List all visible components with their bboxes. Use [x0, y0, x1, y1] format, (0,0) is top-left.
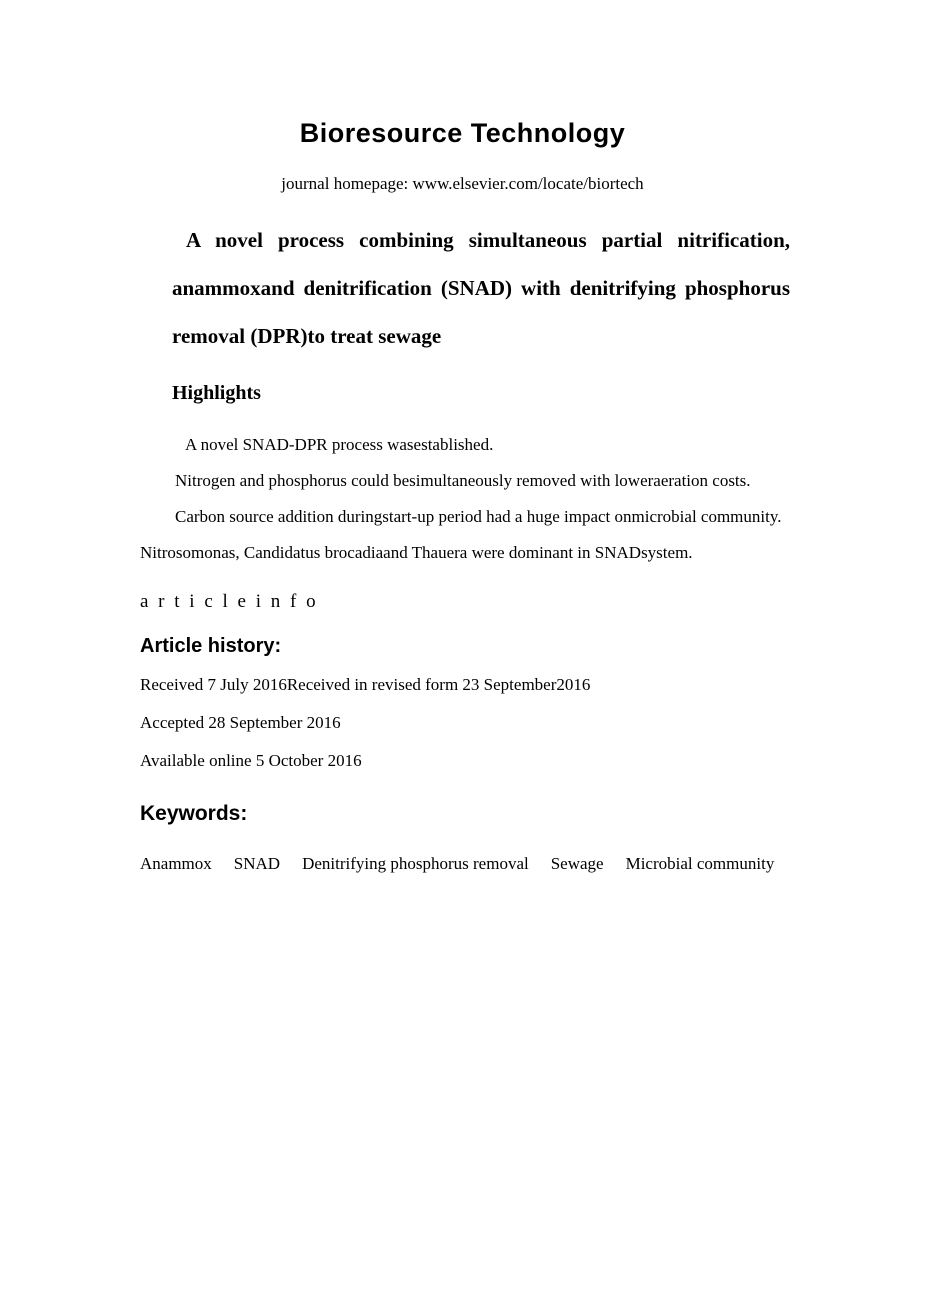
article-history-accepted: Accepted 28 September 2016 — [140, 713, 341, 732]
journal-homepage-link[interactable]: journal homepage: www.elsevier.com/locate/biortech — [281, 174, 644, 193]
keyword-item: SNAD — [233, 854, 281, 873]
list-item: Carbon source addition duringstart-up period had a huge impact onmicrobial community. — [175, 507, 782, 526]
article-history-heading: Article history: — [140, 635, 282, 657]
keyword-item: Denitrifying phosphorus removal — [302, 854, 529, 873]
list-item: Nitrogen and phosphorus could besimultaneously removed with loweraeration costs. — [175, 471, 751, 490]
article-info-label: a r t i c l e i n f o — [140, 591, 319, 612]
keyword-item: Anammox — [140, 854, 212, 873]
keywords-heading: Keywords: — [140, 802, 248, 825]
highlights-heading: Highlights — [172, 382, 261, 404]
keyword-item: Microbial community — [625, 854, 775, 873]
journal-title: Bioresource Technology — [299, 118, 626, 148]
highlights-list — [0, 405, 925, 571]
list-item: A novel SNAD-DPR process wasestablished. — [185, 435, 494, 454]
list-item: Nitrosomonas, Candidatus brocadiaand Thauera were dominant in SNADsystem. — [140, 543, 693, 562]
article-title: A novel process combining simultaneous partial nitrification, anammoxand denitrification (SNAD) with denitrifying phosphorus removal (DPR)to treat sewage — [172, 228, 790, 348]
article-history-online: Available online 5 October 2016 — [140, 751, 362, 770]
keyword-item: Sewage — [550, 854, 604, 873]
keywords-list — [0, 826, 925, 882]
article-history-received: Received 7 July 2016Received in revised form 23 September2016 — [140, 675, 591, 694]
